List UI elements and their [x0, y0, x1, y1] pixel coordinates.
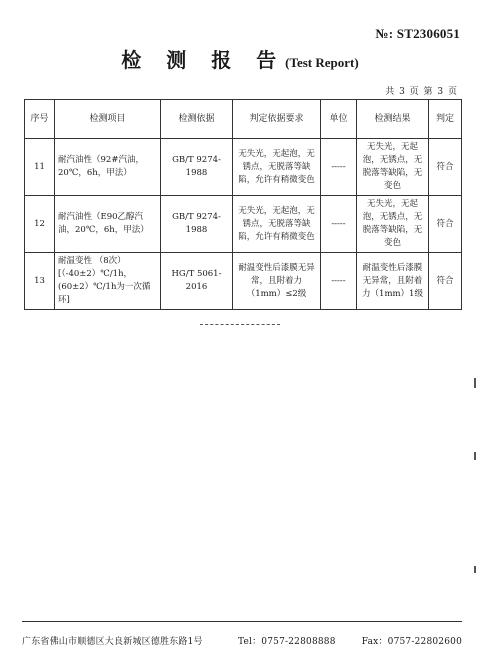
column-header-unit: 单位 — [321, 100, 357, 139]
row-standard: GB/T 9274-1988 — [161, 139, 233, 196]
table-row — [25, 139, 462, 196]
table-header-row — [25, 100, 462, 139]
page-count: 共 3 页 第 3 页 — [385, 87, 458, 97]
row-no: 12 — [25, 196, 55, 253]
column-header-requirement: 判定依据要求 — [233, 100, 321, 139]
report-title-en: (Test Report) — [285, 55, 359, 70]
column-header-result: 检测结果 — [357, 100, 429, 139]
report-title — [0, 44, 480, 73]
test-report-table — [24, 99, 462, 310]
row-verdict: 符合 — [429, 196, 462, 253]
row-result: 无失光，无起泡，无锈点，无脱落等缺陷，无变色 — [357, 139, 429, 196]
row-no: 11 — [25, 139, 55, 196]
column-header-item: 检测项目 — [55, 100, 161, 139]
report-title-cn: 检 测 报 告 — [121, 48, 286, 72]
row-requirement: 无失光，无起泡，无锈点，无脱落等缺陷，允许有稍微变色 — [233, 196, 321, 253]
row-standard: GB/T 9274-1988 — [161, 196, 233, 253]
row-item: 耐温变性 （8次）[（-40±2）℃/1h，(60±2）℃/1h为一次循环] — [55, 253, 161, 310]
column-header-standard: 检测依据 — [161, 100, 233, 139]
row-verdict: 符合 — [429, 253, 462, 310]
row-result: 无失光，无起泡，无锈点，无脱落等缺陷，无变色 — [357, 196, 429, 253]
row-requirement: 耐温变性后漆膜无异常，且附着力（1mm）≤2级 — [233, 253, 321, 310]
margin-mark — [474, 378, 476, 388]
end-of-table-line — [200, 324, 280, 325]
footer-tel: Tel：0757-22808888 — [238, 637, 336, 647]
column-header-no: 序号 — [25, 100, 55, 139]
row-requirement: 无失光，无起泡，无锈点，无脱落等缺陷，允许有稍微变色 — [233, 139, 321, 196]
row-unit: ----- — [321, 196, 357, 253]
margin-mark — [474, 566, 476, 573]
column-header-verdict: 判定 — [429, 100, 462, 139]
row-no: 13 — [25, 253, 55, 310]
footer-divider — [22, 621, 462, 622]
table-row — [25, 196, 462, 253]
row-unit: ----- — [321, 139, 357, 196]
report-number: №: ST2306051 — [375, 26, 460, 41]
row-item: 耐汽油性（E90乙醇汽油，20℃，6h，甲法） — [55, 196, 161, 253]
footer-fax: Fax：0757-22802600 — [361, 637, 462, 647]
margin-mark — [474, 452, 476, 460]
footer-address: 广东省佛山市顺德区大良新城区德胜东路1号 — [22, 637, 203, 647]
row-standard: HG/T 5061-2016 — [161, 253, 233, 310]
row-verdict: 符合 — [429, 139, 462, 196]
row-unit: ----- — [321, 253, 357, 310]
table-row — [25, 253, 462, 310]
row-result: 耐温变性后漆膜无异常，且附着力（1mm）1级 — [357, 253, 429, 310]
row-item: 耐汽油性（92#汽油，20℃，6h，甲法） — [55, 139, 161, 196]
